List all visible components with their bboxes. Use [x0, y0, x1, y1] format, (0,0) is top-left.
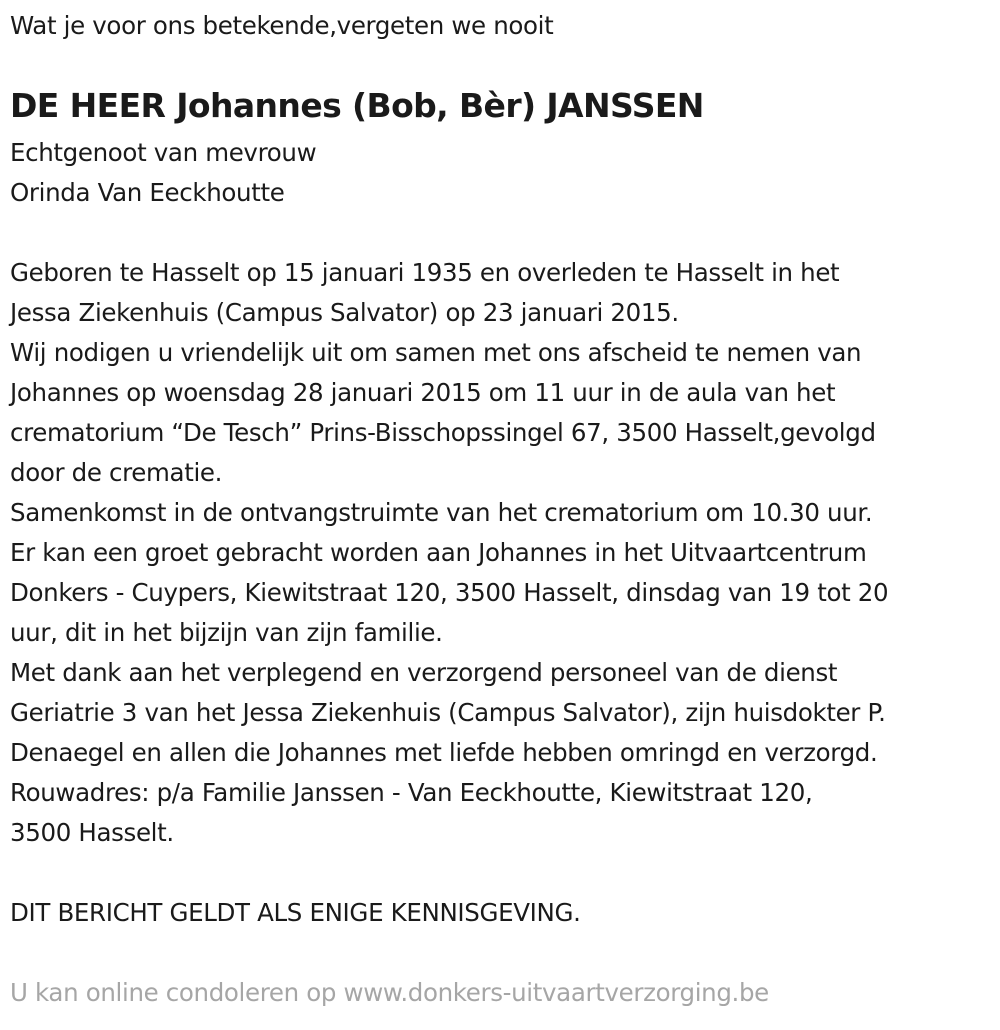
body-line: 3500 Hasselt.: [10, 818, 174, 847]
spouse-line: Orinda Van Eeckhoutte: [10, 178, 285, 207]
body-line: Rouwadres: p/a Familie Janssen - Van Eeckhoutte, Kiewitstraat 120,: [10, 778, 813, 807]
online-condolence-text: U kan online condoleren op www.donkers-uitvaartverzorging.be: [10, 978, 769, 1007]
body-line: Jessa Ziekenhuis (Campus Salvator) op 23 januari 2015.: [10, 298, 679, 327]
body-line: crematorium “De Tesch” Prins-Bisschopssingel 67, 3500 Hasselt,gevolgd: [10, 418, 876, 447]
motto: Wat je voor ons betekende,vergeten we nooit: [10, 11, 554, 40]
body-line: uur, dit in het bijzijn van zijn familie.: [10, 618, 443, 647]
body-line: Samenkomst in de ontvangstruimte van het crematorium om 10.30 uur.: [10, 498, 873, 527]
body-line: Er kan een groet gebracht worden aan Johannes in het Uitvaartcentrum: [10, 538, 867, 567]
obituary-body: [10, 253, 888, 853]
spouse-block: [10, 133, 316, 213]
deceased-name: DE HEER Johannes (Bob, Bèr) JANSSEN: [10, 86, 704, 125]
notice-statement: DIT BERICHT GELDT ALS ENIGE KENNISGEVING.: [10, 898, 581, 927]
body-line: door de crematie.: [10, 458, 223, 487]
body-line: Wij nodigen u vriendelijk uit om samen met ons afscheid te nemen van: [10, 338, 862, 367]
body-line: Geboren te Hasselt op 15 januari 1935 en overleden te Hasselt in het: [10, 258, 840, 287]
body-line: Denaegel en allen die Johannes met liefde hebben omringd en verzorgd.: [10, 738, 878, 767]
body-line: Donkers - Cuypers, Kiewitstraat 120, 3500 Hasselt, dinsdag van 19 tot 20: [10, 578, 889, 607]
spouse-line: Echtgenoot van mevrouw: [10, 138, 317, 167]
body-line: Johannes op woensdag 28 januari 2015 om 11 uur in de aula van het: [10, 378, 836, 407]
body-line: Geriatrie 3 van het Jessa Ziekenhuis (Campus Salvator), zijn huisdokter P.: [10, 698, 886, 727]
body-line: Met dank aan het verplegend en verzorgend personeel van de dienst: [10, 658, 838, 687]
